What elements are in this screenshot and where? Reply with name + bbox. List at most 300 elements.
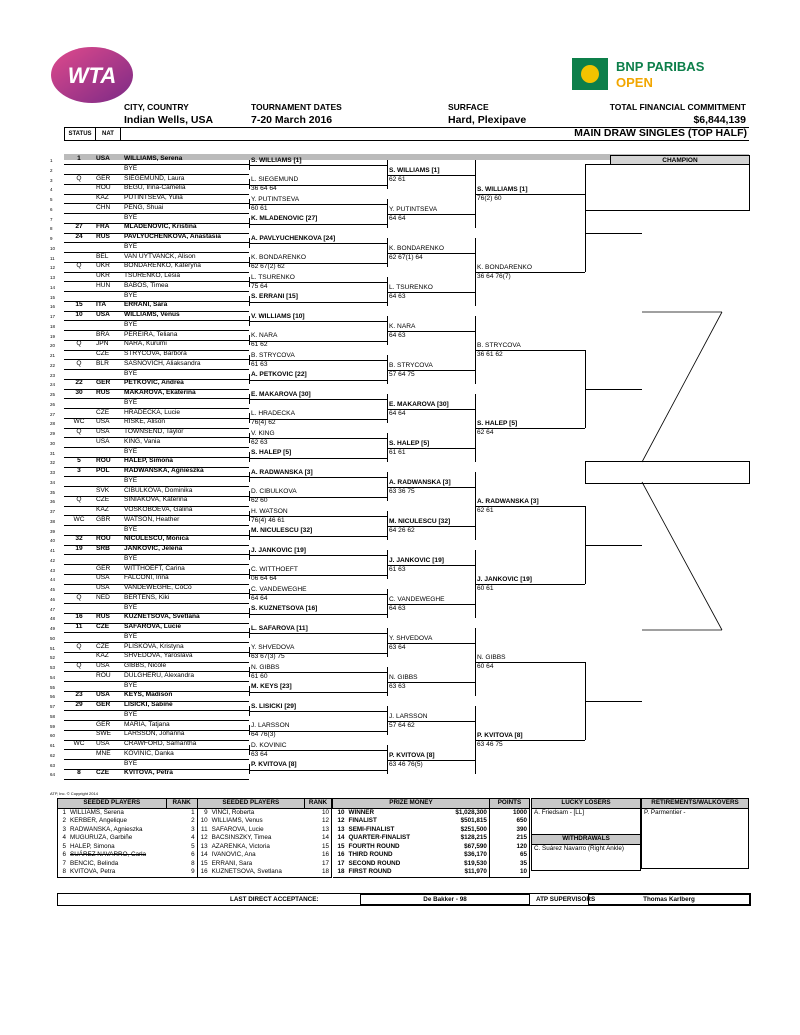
draw-nation: GBR — [96, 515, 111, 523]
draw-nation: USA — [96, 418, 110, 426]
round2-score: 62 60 — [251, 497, 268, 505]
draw-player-name: PAVLYUCHENKOVA, Anastasia — [124, 233, 221, 240]
seed-number: 12 — [200, 834, 208, 841]
draw-player-name: LARSSON, Johanna — [124, 730, 185, 738]
round4-score: 36 61 62 — [477, 351, 503, 358]
round4-winner: S. WILLIAMS [1] — [477, 186, 528, 193]
draw-player-name: BYE — [124, 320, 138, 328]
surface-value: Hard, Plexipave — [448, 114, 527, 126]
seed-number: 2 — [58, 817, 69, 826]
draw-nation: SWE — [96, 730, 112, 738]
seed-number: 1 — [58, 808, 69, 817]
seed-player-name: SUÁREZ NAVARRO, Carla — [70, 851, 147, 858]
round2-winner: M. NICULESCU [32] — [251, 527, 313, 535]
round4-score: 60 64 — [477, 663, 494, 670]
seed-player-name: WILLIAMS, Serena — [70, 808, 124, 816]
draw-player-name: DULGHERU, Alexandra — [124, 671, 194, 679]
draw-line-number: 63 — [50, 762, 56, 768]
draw-line-number: 52 — [50, 655, 56, 661]
round3-winner: J. JANKOVIC [19] — [389, 556, 444, 564]
draw-player-name: BYE — [124, 447, 138, 455]
draw-player-name: KVITOVA, Petra — [124, 769, 173, 777]
round2-winner: V. WILLIAMS [10] — [251, 312, 305, 320]
round4-winner: S. HALEP [5] — [477, 420, 518, 427]
draw-player-name: BYE — [124, 242, 138, 250]
round3-score: 62 61 — [389, 175, 406, 183]
round4-score: 60 61 — [477, 585, 494, 592]
draw-status: 29 — [75, 701, 83, 708]
draw-player-name: BYE — [124, 476, 138, 484]
prize-money: $251,500 — [439, 826, 490, 835]
draw-nation: RUS — [96, 613, 110, 621]
draw-line-number: 32 — [50, 460, 56, 466]
round3-score: 63 63 — [389, 682, 406, 690]
round2-winner: K. NARA — [251, 332, 278, 340]
draw-line-number: 8 — [50, 226, 53, 232]
seed-rank: 4 — [166, 834, 197, 843]
draw-player-name: MAKAROVA, Ekaterina — [124, 389, 196, 396]
seed-rank: 15 — [305, 843, 332, 852]
round2-winner: J. JANKOVIC [19] — [251, 546, 306, 554]
prize-money-table — [332, 798, 530, 878]
rank-header-left: RANK — [166, 799, 197, 809]
draw-player-name: KUZNETSOVA, Svetlana — [124, 613, 200, 621]
prize-round-number: 10 — [337, 808, 345, 816]
draw-player-name: PUTINTSEVA, Yulia — [124, 194, 183, 201]
round4-score: 36 64 76(7) — [477, 273, 511, 280]
seed-rank: 17 — [305, 860, 332, 869]
draw-player-name: HRADECKA, Lucie — [124, 408, 181, 416]
commitment-label: TOTAL FINANCIAL COMMITMENT — [609, 102, 746, 112]
draw-line-number: 64 — [50, 772, 56, 778]
dates-value: 7-20 March 2016 — [251, 114, 333, 126]
draw-line-number: 24 — [50, 382, 56, 388]
draw-player-name: BYE — [124, 681, 138, 689]
retirements-header: RETIREMENTS/WALKOVERS — [642, 799, 749, 809]
round3-score: 62 67(1) 64 — [389, 253, 423, 261]
prize-money: $67,590 — [439, 843, 490, 852]
seed-number: 4 — [58, 834, 69, 843]
draw-status: Q — [76, 359, 82, 367]
draw-line-number: 9 — [50, 236, 53, 241]
prize-round-name: WINNER — [348, 808, 375, 816]
draw-line-number: 30 — [50, 440, 56, 446]
draw-player-name: SIEGEMUND, Laura — [124, 174, 185, 182]
draw-nation: KAZ — [96, 194, 109, 201]
draw-nation: GER — [96, 701, 111, 708]
round3-score: 57 64 75 — [389, 370, 415, 378]
draw-player-name: SHVEDOVA, Yaroslava — [124, 652, 193, 660]
supervisors-label: ATP SUPERVISORS — [536, 896, 596, 903]
draw-line-number: 57 — [50, 704, 56, 709]
seed-rank: 9 — [166, 868, 197, 877]
draw-player-name: TOWNSEND, Taylor — [124, 428, 184, 435]
round4-winner: A. RADWANSKA [3] — [477, 498, 539, 505]
draw-status: Q — [76, 662, 82, 669]
round3-winner: L. TSURENKO — [389, 283, 433, 291]
draw-line-number: 5 — [50, 197, 53, 202]
round2-winner: K. MLADENOVIC [27] — [251, 215, 318, 223]
prize-money: $36,170 — [439, 851, 490, 860]
copyright-footnote: ATP, Inc. © Copyright 2014 — [50, 791, 98, 796]
round2-winner: B. STRYCOVA — [251, 351, 295, 359]
seed-player-name: AZARENKA, Victoria — [211, 842, 270, 850]
prize-round-number: 12 — [337, 817, 345, 824]
commitment-value: $6,844,139 — [693, 114, 746, 126]
seed-player-name: KVITOVA, Petra — [70, 868, 116, 875]
seed-rank: 8 — [166, 860, 197, 869]
draw-player-name: BERTENS, Kiki — [124, 593, 170, 601]
round2-winner: L. HRADECKA — [251, 410, 295, 418]
round2-winner: K. BONDARENKO — [251, 254, 306, 262]
seed-player-name: WILLIAMS, Venus — [211, 817, 263, 824]
round2-score: 61 62 — [251, 341, 268, 349]
round4-score: 63 46 75 — [477, 741, 503, 748]
round2-score: 63 67(3) 75 — [251, 653, 285, 661]
draw-nation: USA — [96, 574, 110, 582]
draw-nation: ROU — [96, 457, 111, 465]
draw-line-number: 12 — [50, 265, 56, 271]
draw-line-number: 15 — [50, 294, 56, 300]
seed-number: 3 — [58, 826, 69, 835]
round3-score: 63 64 — [389, 643, 406, 651]
round2-winner: L. TSURENKO — [251, 273, 295, 281]
draw-player-name: WITTHOEFT, Carina — [124, 564, 185, 572]
draw-player-name: PETKOVIC, Andrea — [124, 379, 184, 387]
draw-nation: UKR — [96, 272, 110, 279]
status-column-header: STATUS — [64, 128, 96, 140]
draw-line-number: 56 — [50, 694, 56, 700]
prize-round-number: 15 — [337, 842, 345, 850]
draw-player-name: BYE — [124, 213, 138, 221]
round2-winner: S. WILLIAMS [1] — [251, 156, 302, 164]
prize-round-name: FIRST ROUND — [348, 868, 392, 875]
draw-line-number: 34 — [50, 479, 56, 485]
draw-player-name: NICULESCU, Monica — [124, 535, 189, 543]
draw-nation: USA — [96, 155, 110, 162]
draw-status: WC — [73, 515, 85, 523]
round3-score: 63 46 76(5) — [389, 760, 423, 768]
draw-status: Q — [76, 340, 82, 348]
round2-score: 62 63 — [251, 438, 268, 446]
draw-player-name: WATSON, Heather — [124, 515, 180, 523]
seed-player-name: VINCI, Roberta — [211, 808, 255, 816]
round2-winner: L. SIEGEMUND — [251, 176, 299, 184]
round3-winner: E. MAKAROVA [30] — [389, 400, 449, 408]
draw-line-number: 49 — [50, 626, 56, 631]
round3-winner: C. VANDEWEGHE — [389, 595, 445, 603]
draw-player-name: BYE — [124, 759, 138, 767]
seed-player-name: BACSINSZKY, Timea — [211, 834, 272, 841]
draw-player-name: KOVINIC, Danka — [124, 749, 174, 757]
prize-money: $1,028,300 — [439, 808, 490, 817]
seed-player-name: MUGURUZA, Garbiñe — [70, 834, 133, 841]
draw-nation: CZE — [96, 496, 110, 504]
ranking-points: 390 — [489, 826, 529, 835]
prize-money: $128,215 — [439, 834, 490, 843]
draw-player-name: BYE — [124, 632, 138, 640]
svg-text:BNP PARIBAS: BNP PARIBAS — [616, 59, 705, 74]
draw-status: WC — [73, 740, 85, 747]
seeded-header-right: SEEDED PLAYERS — [197, 799, 304, 809]
prize-money: $501,815 — [439, 817, 490, 826]
draw-line-number: 17 — [50, 314, 56, 319]
draw-line-number: 55 — [50, 684, 56, 690]
lucky-loser-entry: A. Friedsam - [LL] — [534, 808, 585, 816]
draw-nation: BLR — [96, 359, 109, 367]
draw-nation: FRA — [96, 223, 110, 231]
surface-label: SURFACE — [448, 102, 489, 112]
last-direct-acceptance-value: De Bakker - 98 — [360, 894, 530, 905]
draw-line-number: 50 — [50, 635, 56, 641]
round4-winner: P. KVITOVA [8] — [477, 732, 523, 739]
draw-status: Q — [76, 262, 82, 270]
draw-nation: GER — [96, 564, 111, 572]
draw-nation: RUS — [96, 233, 110, 240]
draw-nation: GER — [96, 379, 111, 387]
round3-score: 64 63 — [389, 292, 406, 300]
seeded-header-left: SEEDED PLAYERS — [58, 799, 167, 809]
draw-nation: UKR — [96, 262, 110, 270]
round2-score: 75 64 — [251, 282, 268, 290]
round4-score: 76(2) 60 — [477, 195, 502, 202]
draw-line-number: 54 — [50, 674, 56, 680]
nat-column-header: NAT — [95, 128, 121, 140]
draw-nation: USA — [96, 428, 110, 435]
draw-line-number: 37 — [50, 509, 56, 514]
seed-rank: 16 — [305, 851, 332, 860]
draw-line-number: 14 — [50, 284, 56, 290]
draw-status: Q — [76, 174, 82, 182]
rank-header-right: RANK — [305, 799, 332, 809]
draw-status: 24 — [75, 233, 83, 240]
city-label: CITY, COUNTRY — [124, 102, 189, 112]
prize-money-header: PRIZE MONEY — [333, 799, 490, 809]
draw-player-name: NARA, Kurumi — [124, 340, 167, 348]
round2-winner: C. WITTHOEFT — [251, 566, 298, 574]
prize-round-number: 17 — [337, 859, 345, 867]
draw-line-number: 41 — [50, 548, 56, 553]
seed-number: 13 — [200, 842, 208, 850]
round3-score: 64 64 — [389, 214, 406, 222]
seed-rank: 18 — [305, 868, 332, 877]
draw-line-number: 59 — [50, 723, 56, 729]
round3-score: 64 63 — [389, 604, 406, 612]
draw-nation: CZE — [96, 350, 110, 357]
seed-number: 10 — [200, 817, 208, 824]
round3-score: 57 64 62 — [389, 721, 415, 729]
round2-winner: D. KOVINIC — [251, 741, 287, 749]
draw-player-name: SINIAKOVA, Katerina — [124, 496, 188, 504]
round3-winner: K. BONDARENKO — [389, 244, 444, 252]
round3-score: 61 63 — [389, 565, 406, 573]
round2-winner: V. KING — [251, 429, 275, 437]
round2-score: 76(4) 46 61 — [251, 516, 285, 524]
round2-winner: S. LISICKI [29] — [251, 702, 297, 710]
draw-nation: SVK — [96, 486, 110, 494]
last-direct-acceptance-label: LAST DIRECT ACCEPTANCE: — [230, 896, 319, 903]
seed-player-name: KERBER, Angelique — [70, 817, 128, 824]
seed-rank: 2 — [166, 817, 197, 826]
city-value: Indian Wells, USA — [124, 114, 214, 126]
draw-player-name: BYE — [124, 291, 138, 299]
prize-round-number: 13 — [337, 825, 345, 833]
retirement-entry: P. Parmentier - — [644, 808, 686, 816]
draw-status: 3 — [77, 467, 81, 474]
draw-nation: MNE — [96, 749, 111, 757]
draw-nation: USA — [96, 740, 110, 747]
draw-line-number: 45 — [50, 587, 56, 592]
draw-player-name: PENG, Shuai — [124, 203, 164, 211]
round2-score: 36 64 64 — [251, 185, 277, 193]
draw-status: 8 — [77, 769, 81, 777]
round3-score: 64 64 — [389, 409, 406, 417]
round3-score: 64 63 — [389, 331, 406, 339]
seed-number: 8 — [58, 868, 69, 877]
prize-round-name: THIRD ROUND — [348, 851, 393, 858]
draw-player-name: GIBBS, Nicole — [124, 662, 167, 669]
draw-nation: USA — [96, 437, 110, 445]
withdrawals-header: WITHDRAWALS — [532, 835, 641, 845]
prize-money: $19,530 — [439, 860, 490, 869]
draw-nation: USA — [96, 662, 110, 669]
supervisors-value: Thomas Karlberg — [588, 894, 750, 905]
draw-player-name: PLISKOVA, Kristyna — [124, 642, 184, 650]
draw-line-number: 13 — [50, 275, 56, 280]
seed-rank: 10 — [305, 808, 332, 817]
draw-nation: CHN — [96, 203, 111, 211]
draw-nation: ROU — [96, 671, 111, 679]
draw-nation: RUS — [96, 389, 110, 396]
round4-score: 62 64 — [477, 429, 494, 436]
draw-line-number: 25 — [50, 392, 56, 397]
draw-line-number: 53 — [50, 665, 56, 670]
draw-player-name: BYE — [124, 525, 138, 533]
round2-score: 61 63 — [251, 360, 268, 368]
draw-line-number: 29 — [50, 431, 56, 436]
draw-player-name: HALEP, Simona — [124, 457, 173, 465]
draw-status: Q — [76, 642, 82, 650]
draw-line-number: 18 — [50, 323, 56, 329]
draw-status: Q — [76, 593, 82, 601]
round3-winner: J. LARSSON — [389, 712, 428, 720]
round4-winner: K. BONDARENKO — [477, 264, 532, 271]
round2-winner: E. MAKAROVA [30] — [251, 390, 311, 398]
draw-player-name: WILLIAMS, Serena — [124, 155, 183, 162]
lucky-losers-header: LUCKY LOSERS — [532, 799, 641, 809]
round4-winner: J. JANKOVIC [19] — [477, 576, 532, 583]
round2-winner: S. ERRANI [15] — [251, 293, 298, 301]
draw-line-number: 36 — [50, 499, 56, 505]
round2-winner: A. PETKOVIC [22] — [251, 371, 307, 379]
draw-player-name: VAN UYTVANCK, Alison — [124, 252, 196, 260]
draw-line-number: 43 — [50, 567, 56, 573]
draw-status: 32 — [75, 535, 83, 543]
round2-score: 61 60 — [251, 672, 268, 680]
prize-round-name: SEMI-FINALIST — [348, 825, 395, 833]
champion-label: CHAMPION — [610, 155, 750, 166]
draw-player-name: LISICKI, Sabine — [124, 701, 173, 708]
draw-line-number: 47 — [50, 606, 56, 612]
draw-line-number: 26 — [50, 401, 56, 407]
round2-winner: P. KVITOVA [8] — [251, 761, 297, 769]
svg-text:OPEN: OPEN — [616, 75, 653, 90]
draw-line-number: 16 — [50, 304, 56, 310]
draw-line-number: 38 — [50, 518, 56, 524]
seed-player-name: SAFAROVA, Lucie — [211, 825, 264, 833]
draw-line-number: 46 — [50, 596, 56, 602]
draw-nation: GER — [96, 174, 111, 182]
round4-winner: B. STRYCOVA — [477, 342, 521, 349]
draw-line-number: 23 — [50, 372, 56, 378]
draw-nation: USA — [96, 584, 110, 591]
draw-line-number: 61 — [50, 743, 56, 748]
draw-status: 1 — [77, 155, 81, 162]
draw-player-name: FALCONI, Irina — [124, 574, 169, 582]
withdrawal-entry: C. Suárez Navarro (Right Ankle) — [534, 844, 624, 852]
draw-line-number: 20 — [50, 343, 56, 349]
draw-line-number: 48 — [50, 616, 56, 622]
draw-status: 30 — [75, 389, 83, 396]
draw-player-name: CIBULKOVA, Dominika — [124, 486, 193, 494]
draw-status: Q — [76, 496, 82, 504]
round2-winner: Y. SHVEDOVA — [251, 644, 295, 652]
draw-player-name: MLADENOVIC, Kristina — [124, 223, 197, 231]
seed-player-name: IVANOVIC, Ana — [211, 851, 256, 858]
round3-winner: N. GIBBS — [389, 673, 418, 681]
draw-line-number: 7 — [50, 216, 53, 222]
round2-winner: A. PAVLYUCHENKOVA [24] — [251, 234, 336, 242]
seed-number: 7 — [58, 860, 69, 869]
draw-line-number: 60 — [50, 733, 56, 739]
draw-line-number: 39 — [50, 528, 56, 534]
round3-winner: S. HALEP [5] — [389, 439, 430, 447]
prize-round-number: 14 — [337, 834, 345, 841]
draw-player-name: BEGU, Irina-Camelia — [124, 184, 186, 192]
retirements-table — [641, 798, 749, 869]
seed-rank: 14 — [305, 834, 332, 843]
prize-round-number: 16 — [337, 851, 345, 858]
draw-nation: SRB — [96, 545, 110, 552]
draw-player-name: KEYS, Madison — [124, 691, 173, 699]
prize-round-name: FINALIST — [348, 817, 377, 824]
draw-player-name: SASNOVICH, Aliaksandra — [124, 359, 201, 367]
draw-nation: CZE — [96, 642, 110, 650]
draw-player-name: SAFAROVA, Lucie — [124, 623, 182, 630]
round2-winner: A. RADWANSKA [3] — [251, 468, 313, 476]
draw-nation: ROU — [96, 535, 111, 543]
draw-player-name: BYE — [124, 398, 138, 406]
prize-round-name: QUARTER-FINALIST — [348, 834, 411, 841]
draw-nation: BEL — [96, 252, 109, 260]
draw-player-name: STRYCOVA, Barbora — [124, 350, 187, 357]
draw-line-number: 44 — [50, 577, 56, 583]
points-header: POINTS — [489, 799, 529, 809]
seed-player-name: HALEP, Simona — [70, 842, 115, 850]
draw-nation: CZE — [96, 408, 110, 416]
draw-nation: ITA — [96, 301, 107, 309]
round2-winner: N. GIBBS — [251, 663, 280, 671]
draw-nation: KAZ — [96, 652, 109, 660]
svg-text:WTA: WTA — [67, 63, 117, 88]
draw-line-number: 3 — [50, 177, 53, 183]
seed-number: 9 — [204, 808, 208, 816]
seed-rank: 6 — [166, 851, 197, 860]
ranking-points: 1000 — [489, 808, 529, 817]
draw-player-name: JANKOVIC, Jelena — [124, 545, 183, 552]
draw-status: WC — [73, 418, 85, 426]
draw-line-number: 22 — [50, 362, 56, 368]
